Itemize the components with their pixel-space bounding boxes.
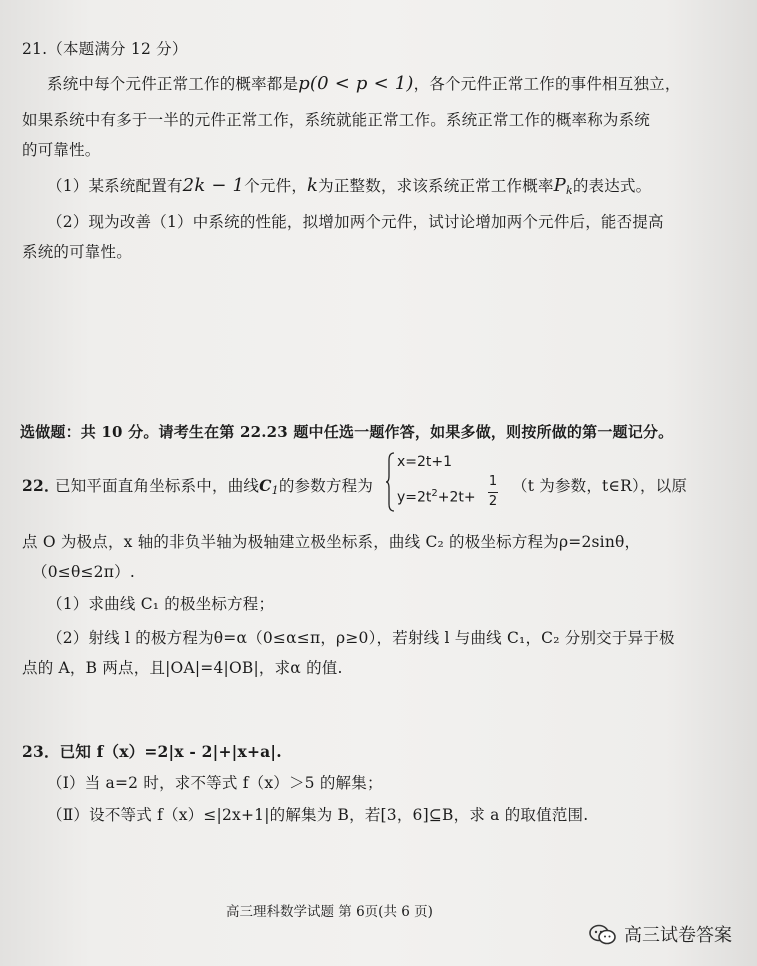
q22-line1 xyxy=(55,474,373,497)
q21-P-subscript: k xyxy=(565,184,573,197)
q23-part2: （Ⅱ）设不等式 f（x）≤|2x+1|的解集为 B，若[3，6]⊆B，求 a 的取值范围. xyxy=(47,806,589,824)
fraction-denominator: 2 xyxy=(488,494,498,509)
left-brace-icon xyxy=(385,452,395,512)
q22-curve-c1: C xyxy=(259,476,272,495)
q21-part1-text-4: 的表达式。 xyxy=(572,177,652,195)
q23-part1: （Ⅰ）当 a=2 时，求不等式 f（x）＞5 的解集； xyxy=(47,774,383,792)
q22-line3: （0≤θ≤2π）. xyxy=(32,563,135,581)
q21-k-variable: k xyxy=(307,175,319,196)
param-eq-y-start: y=2t xyxy=(397,489,432,506)
q22-line1-text: 已知平面直角坐标系中，曲线 xyxy=(55,477,260,495)
q21-header: 21.（本题满分 12 分） xyxy=(22,40,188,58)
param-eq-y-rest: +2t+ xyxy=(437,489,476,506)
param-eq-y-exponent: 2 xyxy=(431,488,438,499)
fraction-bar xyxy=(488,492,498,493)
q22-curve-c1-subscript: 1 xyxy=(271,484,279,497)
fraction-numerator: 1 xyxy=(488,474,498,489)
param-eq-y xyxy=(397,488,476,506)
q21-line2: 如果系统中有多于一半的元件正常工作，系统就能正常工作。系统正常工作的概率称为系统 xyxy=(22,111,651,129)
q21-part2-line2: 系统的可靠性。 xyxy=(22,243,132,261)
q22-part1: （1）求曲线 C₁ 的极坐标方程； xyxy=(47,595,275,613)
q21-line3: 的可靠性。 xyxy=(22,141,101,159)
q21-line1-text-end: ，各个元件正常工作的事件相互独立， xyxy=(413,75,681,93)
q21-line1-text: 系统中每个元件正常工作的概率都是 xyxy=(47,75,299,93)
q21-prob-expression: p(0 < p < 1) xyxy=(298,73,414,94)
q21-part1 xyxy=(47,174,651,197)
page-footer: 高三理科数学试题 第 6页(共 6 页) xyxy=(226,904,433,920)
q23-line1: 23．已知 f（x）=2|x - 2|+|x+a|. xyxy=(22,742,282,761)
q22-part2-line1: （2）射线 l 的极方程为θ=α（0≤α≤π，ρ≥0），若射线 l 与曲线 C₁，C₂ 分别交于异于极 xyxy=(47,629,675,647)
q21-part1-text: （1）某系统配置有 xyxy=(47,177,183,195)
q21-part1-text-2: 个元件， xyxy=(244,177,308,195)
q22-number: 22． xyxy=(22,476,60,495)
param-eq-x: x=2t+1 xyxy=(397,454,453,470)
q22-line2: 点 O 为极点，x 轴的非负半轴为极轴建立极坐标系，曲线 C₂ 的极坐标方程为ρ=2sinθ， xyxy=(22,533,641,551)
q21-part2-line1: （2）现为改善（1）中系统的性能，拟增加两个元件，试讨论增加两个元件后，能否提高 xyxy=(47,213,664,231)
q22-line1-text-2: 的参数方程为 xyxy=(278,477,374,495)
wechat-icon xyxy=(588,924,618,946)
elective-instruction: 选做题：共 10 分。请考生在第 22.23 题中任选一题作答，如果多做，则按所做的第一题记分。 xyxy=(20,423,674,441)
q21-count-expression: 2k − 1 xyxy=(182,175,245,196)
q21-line1 xyxy=(47,72,681,94)
watermark-text: 高三试卷答案 xyxy=(624,925,732,946)
parametric-system xyxy=(385,452,505,514)
q21-P-variable: P xyxy=(553,175,566,196)
q22-line1-end: （t 为参数，t∈R），以原 xyxy=(512,477,688,495)
q22-part2-line2: 点的 A，B 两点，且|OA|=4|OB|，求α 的值. xyxy=(22,659,343,677)
q21-part1-text-3: 为正整数，求该系统正常工作概率 xyxy=(318,177,554,195)
